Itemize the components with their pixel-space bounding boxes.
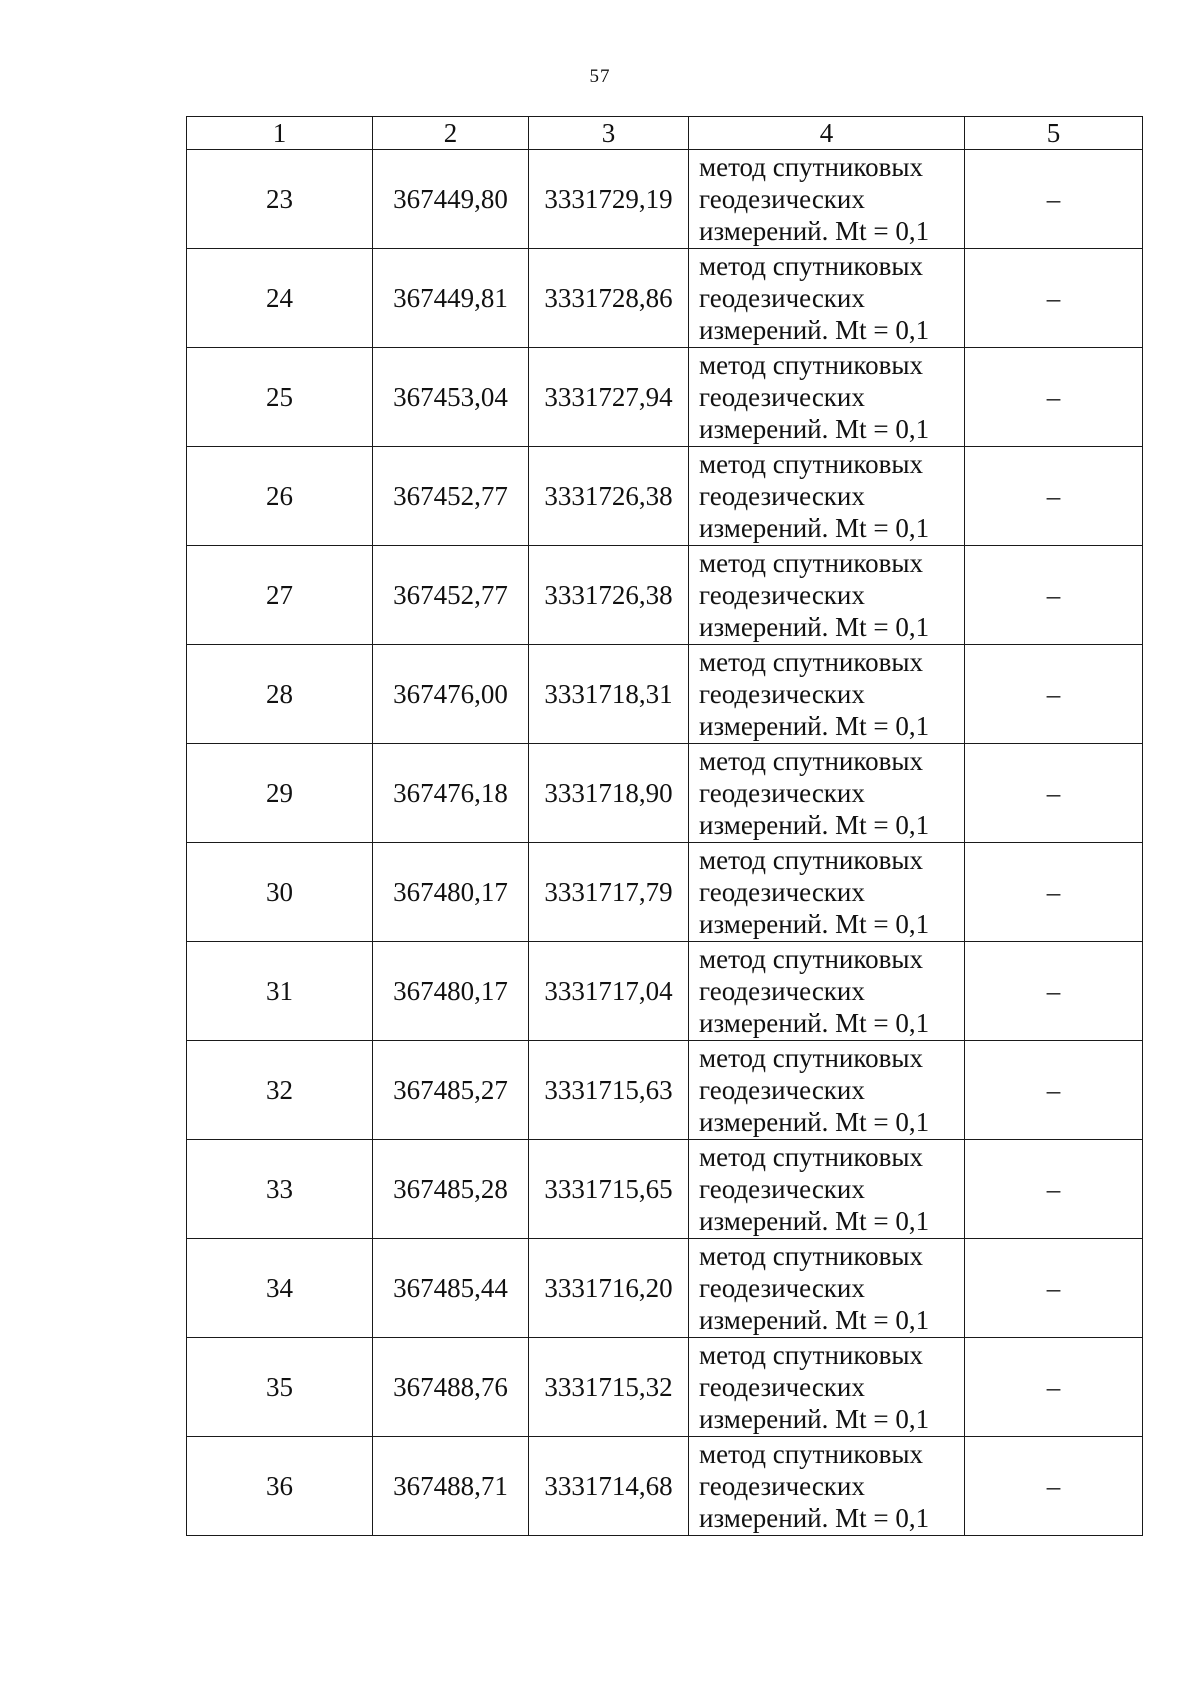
column-header: 4: [689, 117, 965, 150]
coordinates-table: [186, 116, 1143, 1536]
x-coordinate-cell: 367452,77: [373, 447, 529, 546]
table-header-row: [187, 117, 1143, 150]
note-cell: –: [965, 1140, 1143, 1239]
note-cell: –: [965, 447, 1143, 546]
method-cell: [689, 348, 965, 447]
method-line: измерений. Mt = 0,1: [699, 1305, 930, 1335]
table-row: [187, 249, 1143, 348]
method-line: измерений. Mt = 0,1: [699, 1107, 930, 1137]
table-row: [187, 1338, 1143, 1437]
point-number-cell: 32: [187, 1041, 373, 1140]
point-number-cell: 29: [187, 744, 373, 843]
method-line: измерений. Mt = 0,1: [699, 1503, 930, 1533]
table-row: [187, 1437, 1143, 1536]
method-cell: [689, 942, 965, 1041]
method-line: геодезических: [699, 1471, 865, 1501]
method-line: геодезических: [699, 1372, 865, 1402]
method-cell: [689, 249, 965, 348]
note-cell: –: [965, 546, 1143, 645]
x-coordinate-cell: 367480,17: [373, 843, 529, 942]
method-line: геодезических: [699, 184, 865, 214]
x-coordinate-cell: 367452,77: [373, 546, 529, 645]
table-row: [187, 645, 1143, 744]
table-row: [187, 1041, 1143, 1140]
x-coordinate-cell: 367449,81: [373, 249, 529, 348]
method-line: геодезических: [699, 580, 865, 610]
method-line: метод спутниковых: [699, 944, 923, 974]
method-cell: [689, 1041, 965, 1140]
y-coordinate-cell: 3331715,32: [529, 1338, 689, 1437]
method-line: метод спутниковых: [699, 1241, 923, 1271]
method-line: метод спутниковых: [699, 251, 923, 281]
y-coordinate-cell: 3331728,86: [529, 249, 689, 348]
method-line: геодезических: [699, 976, 865, 1006]
point-number-cell: 26: [187, 447, 373, 546]
y-coordinate-cell: 3331717,79: [529, 843, 689, 942]
x-coordinate-cell: 367453,04: [373, 348, 529, 447]
point-number-cell: 36: [187, 1437, 373, 1536]
point-number-cell: 34: [187, 1239, 373, 1338]
y-coordinate-cell: 3331726,38: [529, 546, 689, 645]
table-row: [187, 348, 1143, 447]
table-row: [187, 546, 1143, 645]
method-line: метод спутниковых: [699, 449, 923, 479]
method-line: геодезических: [699, 1075, 865, 1105]
method-line: измерений. Mt = 0,1: [699, 315, 930, 345]
method-line: измерений. Mt = 0,1: [699, 414, 930, 444]
method-line: геодезических: [699, 679, 865, 709]
method-line: метод спутниковых: [699, 350, 923, 380]
y-coordinate-cell: 3331715,65: [529, 1140, 689, 1239]
method-line: измерений. Mt = 0,1: [699, 1404, 930, 1434]
x-coordinate-cell: 367488,71: [373, 1437, 529, 1536]
method-cell: [689, 1338, 965, 1437]
note-cell: –: [965, 1338, 1143, 1437]
y-coordinate-cell: 3331718,31: [529, 645, 689, 744]
column-header: 2: [373, 117, 529, 150]
method-line: метод спутниковых: [699, 1142, 923, 1172]
table-row: [187, 447, 1143, 546]
table-row: [187, 1239, 1143, 1338]
note-cell: –: [965, 744, 1143, 843]
method-line: геодезических: [699, 283, 865, 313]
x-coordinate-cell: 367485,28: [373, 1140, 529, 1239]
method-line: измерений. Mt = 0,1: [699, 909, 930, 939]
method-line: метод спутниковых: [699, 1340, 923, 1370]
method-cell: [689, 546, 965, 645]
point-number-cell: 28: [187, 645, 373, 744]
note-cell: –: [965, 645, 1143, 744]
point-number-cell: 24: [187, 249, 373, 348]
x-coordinate-cell: 367480,17: [373, 942, 529, 1041]
method-cell: [689, 645, 965, 744]
method-line: метод спутниковых: [699, 845, 923, 875]
method-cell: [689, 447, 965, 546]
y-coordinate-cell: 3331717,04: [529, 942, 689, 1041]
x-coordinate-cell: 367485,27: [373, 1041, 529, 1140]
note-cell: –: [965, 249, 1143, 348]
method-line: геодезических: [699, 1174, 865, 1204]
point-number-cell: 27: [187, 546, 373, 645]
y-coordinate-cell: 3331727,94: [529, 348, 689, 447]
note-cell: –: [965, 1041, 1143, 1140]
x-coordinate-cell: 367449,80: [373, 150, 529, 249]
x-coordinate-cell: 367488,76: [373, 1338, 529, 1437]
method-line: измерений. Mt = 0,1: [699, 513, 930, 543]
y-coordinate-cell: 3331716,20: [529, 1239, 689, 1338]
x-coordinate-cell: 367485,44: [373, 1239, 529, 1338]
method-line: измерений. Mt = 0,1: [699, 612, 930, 642]
note-cell: –: [965, 942, 1143, 1041]
method-line: измерений. Mt = 0,1: [699, 216, 930, 246]
point-number-cell: 31: [187, 942, 373, 1041]
table-row: [187, 150, 1143, 249]
method-line: геодезических: [699, 877, 865, 907]
note-cell: –: [965, 150, 1143, 249]
y-coordinate-cell: 3331718,90: [529, 744, 689, 843]
table-row: [187, 744, 1143, 843]
note-cell: –: [965, 843, 1143, 942]
method-line: измерений. Mt = 0,1: [699, 810, 930, 840]
x-coordinate-cell: 367476,00: [373, 645, 529, 744]
method-line: измерений. Mt = 0,1: [699, 1206, 930, 1236]
column-header: 3: [529, 117, 689, 150]
method-line: геодезических: [699, 382, 865, 412]
method-line: метод спутниковых: [699, 647, 923, 677]
point-number-cell: 25: [187, 348, 373, 447]
method-line: метод спутниковых: [699, 152, 923, 182]
method-cell: [689, 744, 965, 843]
note-cell: –: [965, 1239, 1143, 1338]
method-cell: [689, 843, 965, 942]
method-line: измерений. Mt = 0,1: [699, 711, 930, 741]
method-cell: [689, 150, 965, 249]
point-number-cell: 23: [187, 150, 373, 249]
note-cell: –: [965, 1437, 1143, 1536]
note-cell: –: [965, 348, 1143, 447]
y-coordinate-cell: 3331729,19: [529, 150, 689, 249]
method-line: геодезических: [699, 481, 865, 511]
column-header: 1: [187, 117, 373, 150]
method-line: измерений. Mt = 0,1: [699, 1008, 930, 1038]
y-coordinate-cell: 3331726,38: [529, 447, 689, 546]
y-coordinate-cell: 3331715,63: [529, 1041, 689, 1140]
x-coordinate-cell: 367476,18: [373, 744, 529, 843]
table-row: [187, 942, 1143, 1041]
point-number-cell: 35: [187, 1338, 373, 1437]
column-header: 5: [965, 117, 1143, 150]
page-number: 57: [589, 66, 611, 87]
method-line: метод спутниковых: [699, 1439, 923, 1469]
method-line: метод спутниковых: [699, 746, 923, 776]
table-row: [187, 843, 1143, 942]
method-cell: [689, 1437, 965, 1536]
point-number-cell: 30: [187, 843, 373, 942]
method-cell: [689, 1239, 965, 1338]
method-line: метод спутниковых: [699, 1043, 923, 1073]
table-row: [187, 1140, 1143, 1239]
y-coordinate-cell: 3331714,68: [529, 1437, 689, 1536]
method-line: метод спутниковых: [699, 548, 923, 578]
method-line: геодезических: [699, 778, 865, 808]
method-cell: [689, 1140, 965, 1239]
point-number-cell: 33: [187, 1140, 373, 1239]
method-line: геодезических: [699, 1273, 865, 1303]
